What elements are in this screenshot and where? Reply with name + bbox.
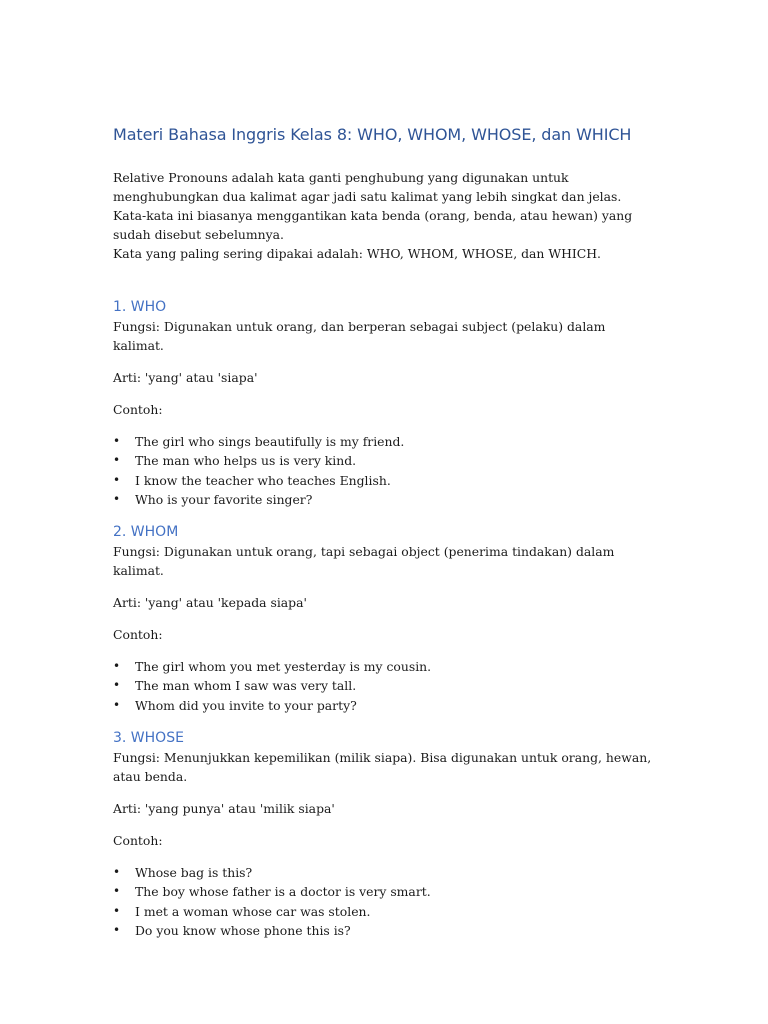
example-text: The girl whom you met yesterday is my cousin.: [135, 659, 432, 675]
examples-list: [113, 863, 653, 940]
list-item: [113, 921, 653, 940]
section-function: Fungsi: Digunakan untuk orang, tapi sebagai object (penerima tindakan) dalam kalimat.: [113, 544, 615, 579]
example-text: The man who helps us is very kind.: [135, 453, 357, 469]
section-meaning: Arti: 'yang' atau 'siapa': [113, 370, 258, 385]
list-item: [113, 676, 653, 695]
bullet-icon: •: [113, 491, 121, 506]
list-item: [113, 902, 653, 921]
example-text: The girl who sings beautifully is my friend.: [135, 434, 405, 449]
example-text: The boy whose father is a doctor is very smart.: [135, 884, 431, 900]
examples-list: [113, 432, 653, 509]
section-heading: 3. WHOSE: [113, 730, 184, 747]
bullet-icon: •: [113, 903, 121, 918]
list-item: [113, 432, 653, 451]
example-text: I know the teacher who teaches English.: [135, 472, 391, 488]
example-text: Whose bag is this?: [135, 865, 253, 881]
list-item: [113, 696, 653, 715]
example-text: Do you know whose phone this is?: [135, 922, 351, 938]
section-whom: [113, 522, 653, 715]
bullet-icon: •: [113, 697, 121, 712]
intro-paragraph: Relative Pronouns adalah kata ganti penghubung yang digunakan untuk menghubungkan dua kalimat agar jadi satu kalimat yang lebih singkat dan jelas.: [113, 170, 622, 204]
section-function: Fungsi: Digunakan untuk orang, dan berperan sebagai subject (pelaku) dalam kalimat.: [113, 319, 606, 353]
intro-block: [113, 168, 653, 263]
list-item: [113, 451, 653, 470]
section-meaning: Arti: 'yang' atau 'kepada siapa': [113, 595, 307, 611]
bullet-icon: •: [113, 865, 121, 880]
example-text: Who is your favorite singer?: [135, 491, 313, 507]
examples-label: Contoh:: [113, 402, 163, 417]
examples-label: Contoh:: [113, 627, 163, 643]
section-heading: 2. WHOM: [113, 524, 179, 541]
example-text: The man whom I saw was very tall.: [135, 678, 357, 694]
section-who: [113, 297, 653, 509]
list-item: [113, 657, 653, 676]
bullet-icon: •: [113, 922, 121, 937]
bullet-icon: •: [113, 453, 121, 468]
examples-list: [113, 657, 653, 715]
section-meaning: Arti: 'yang punya' atau 'milik siapa': [113, 801, 335, 817]
document-page: [113, 124, 653, 940]
example-text: I met a woman whose car was stolen.: [135, 903, 371, 919]
list-item: [113, 882, 653, 901]
section-function: Fungsi: Menunjukkan kepemilikan (milik siapa). Bisa digunakan untuk orang, hewan, atau benda.: [113, 750, 652, 785]
section-whose: [113, 728, 653, 940]
bullet-icon: •: [113, 472, 121, 487]
bullet-icon: •: [113, 659, 121, 674]
bullet-icon: •: [113, 434, 121, 448]
list-item: [113, 490, 653, 509]
intro-paragraph: Kata yang paling sering dipakai adalah: WHO, WHOM, WHOSE, dan WHICH.: [113, 246, 601, 261]
bullet-icon: •: [113, 884, 121, 899]
list-item: [113, 863, 653, 882]
document-title: Materi Bahasa Inggris Kelas 8: WHO, WHOM, WHOSE, dan WHICH: [113, 125, 632, 144]
example-text: Whom did you invite to your party?: [135, 697, 357, 713]
section-heading: 1. WHO: [113, 299, 167, 315]
bullet-icon: •: [113, 678, 121, 693]
examples-label: Contoh:: [113, 833, 163, 849]
intro-paragraph: Kata-kata ini biasanya menggantikan kata benda (orang, benda, atau hewan) yang sudah disebut sebelumnya.: [113, 208, 633, 242]
list-item: [113, 471, 653, 490]
